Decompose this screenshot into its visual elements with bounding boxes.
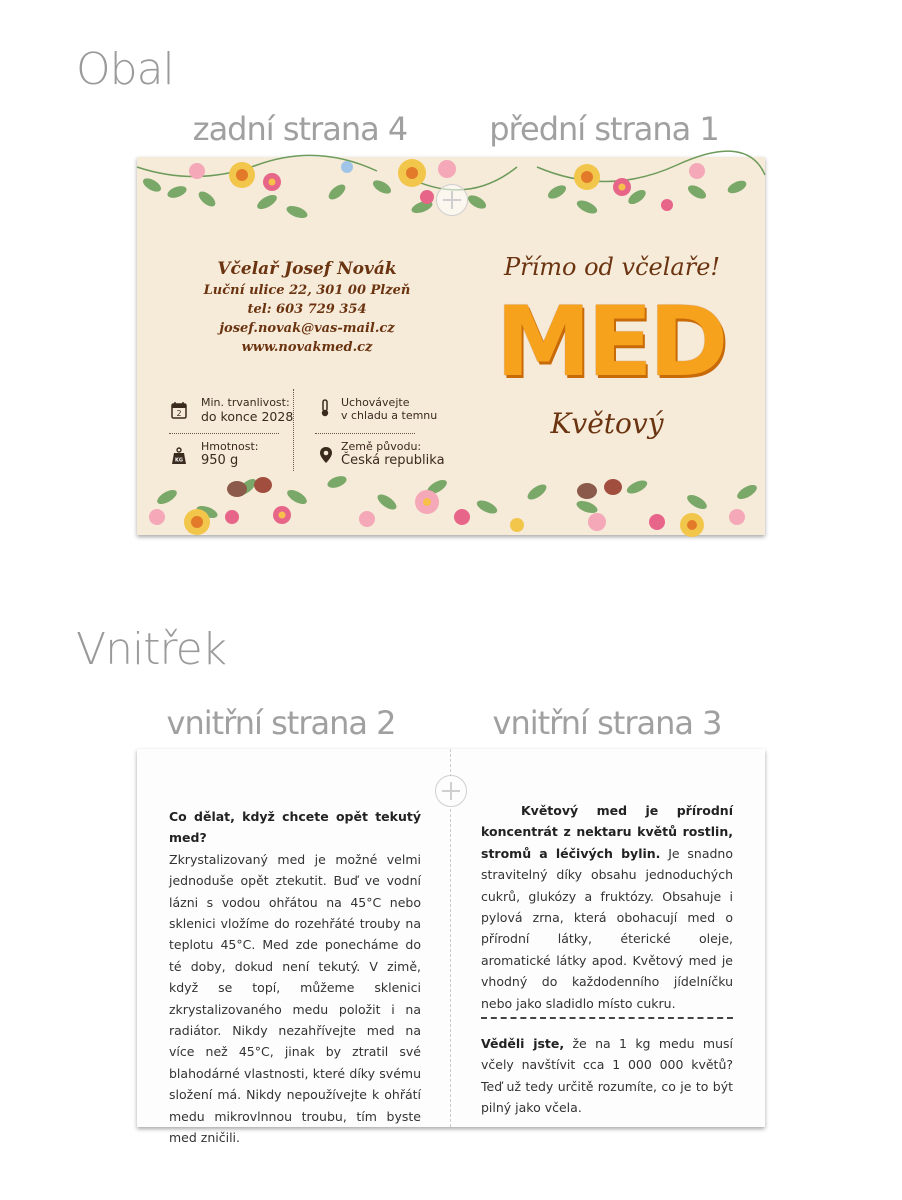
fun-fact-text: že na 1 kg medu musí včely navštívit cca 1 000 000 květů? Teď už tedy určitě rozumíte, co je to být pilný jako včela.	[481, 1036, 733, 1116]
shelf-life-value: do konce 2028	[201, 409, 294, 424]
origin-value: Česká republika	[341, 453, 445, 468]
storage-line-2: v chladu a temnu	[341, 409, 438, 422]
inside-left-label: vnitřní strana 2	[166, 704, 396, 742]
fun-fact-bold: Věděli jste,	[481, 1036, 565, 1051]
fun-fact	[481, 1033, 733, 1119]
weight-value: 950 g	[201, 453, 239, 468]
cover-section-title: Obal	[76, 44, 174, 95]
origin-info	[341, 440, 445, 469]
product-name: MED	[495, 286, 725, 398]
info-divider-right	[315, 433, 415, 434]
fold-marker-icon	[436, 184, 468, 216]
inside-left-text	[169, 806, 421, 1149]
beekeeper-email: josef.novak@vas-mail.cz	[219, 321, 395, 336]
dashed-separator	[481, 1017, 733, 1019]
weight-label: Hmotnost:	[201, 440, 259, 453]
beekeeper-address: Luční ulice 22, 301 00 Plzeň	[203, 283, 411, 298]
location-pin-icon	[318, 446, 334, 464]
shelf-life-info	[201, 396, 293, 425]
info-divider-left	[169, 433, 279, 434]
liquefy-heading: Co dělat, když chcete opět tekutý med?	[169, 809, 421, 846]
info-divider-vertical	[293, 389, 294, 471]
honey-description: Je snadno stravitelný díky obsahu jednoduchých cukrů, glukózy a fruktózy. Obsahuje i pylová zrna, která obohacují med o přírodní látky, éterické oleje, aromatické látky apod. Květový med je vhodný do každodenního jídelníčku nebo jako sladidlo místo cukru.	[481, 845, 733, 1011]
front-side-label: přední strana 1	[489, 110, 719, 148]
inside-card	[137, 749, 765, 1146]
shelf-life-label: Min. trvanlivost:	[201, 396, 290, 409]
cover-card	[137, 157, 765, 535]
calendar-icon	[171, 401, 187, 419]
inside-section-title: Vnitřek	[76, 624, 227, 675]
svg-text:KG: KG	[175, 457, 183, 464]
honey-variety: Květový	[550, 407, 664, 440]
storage-info	[341, 396, 437, 422]
fold-marker-icon	[435, 775, 467, 807]
origin-label: Země původu:	[341, 440, 422, 453]
front-tagline: Přímo od včelaře!	[503, 253, 721, 281]
inside-right-text	[481, 800, 733, 1014]
beekeeper-name: Včelař Josef Novák	[217, 259, 397, 279]
honey-description-bold: Květový med je přírodní koncentrát z nektaru květů rostlin, stromů a léčivých bylin.	[481, 803, 733, 861]
inside-right-label: vnitřní strana 3	[492, 704, 722, 742]
svg-text:2: 2	[176, 409, 182, 418]
liquefy-body: Zkrystalizovaný med je možné velmi jednoduše opět ztekutit. Buď ve vodní lázni s vodou ohřátou na 45°C nebo sklenici vložíme do rozehřáté trouby na teplotu 45°C. Med zde ponecháme do té doby, dokud není tekutý. V zimě, když se topí, můžeme sklenici zkrystalizovaného medu položit i na radiátor. Nikdy nezahřívejte med na více než 45°C, jinak by ztratil své blahodárné vlastnosti, které díky svému složení má. Nikdy nepoužívejte k ohřátí medu mikrovlnnou troubu, tím byste med zničili.	[169, 851, 421, 1146]
thermometer-icon	[317, 399, 333, 417]
weight-info	[201, 440, 258, 469]
beekeeper-contact	[177, 257, 437, 357]
storage-line-1: Uchovávejte	[341, 396, 410, 409]
back-side-label: zadní strana 4	[192, 110, 408, 148]
beekeeper-phone: tel: 603 729 354	[247, 302, 367, 317]
weight-icon	[171, 447, 187, 465]
beekeeper-website: www.novakmed.cz	[241, 340, 373, 355]
